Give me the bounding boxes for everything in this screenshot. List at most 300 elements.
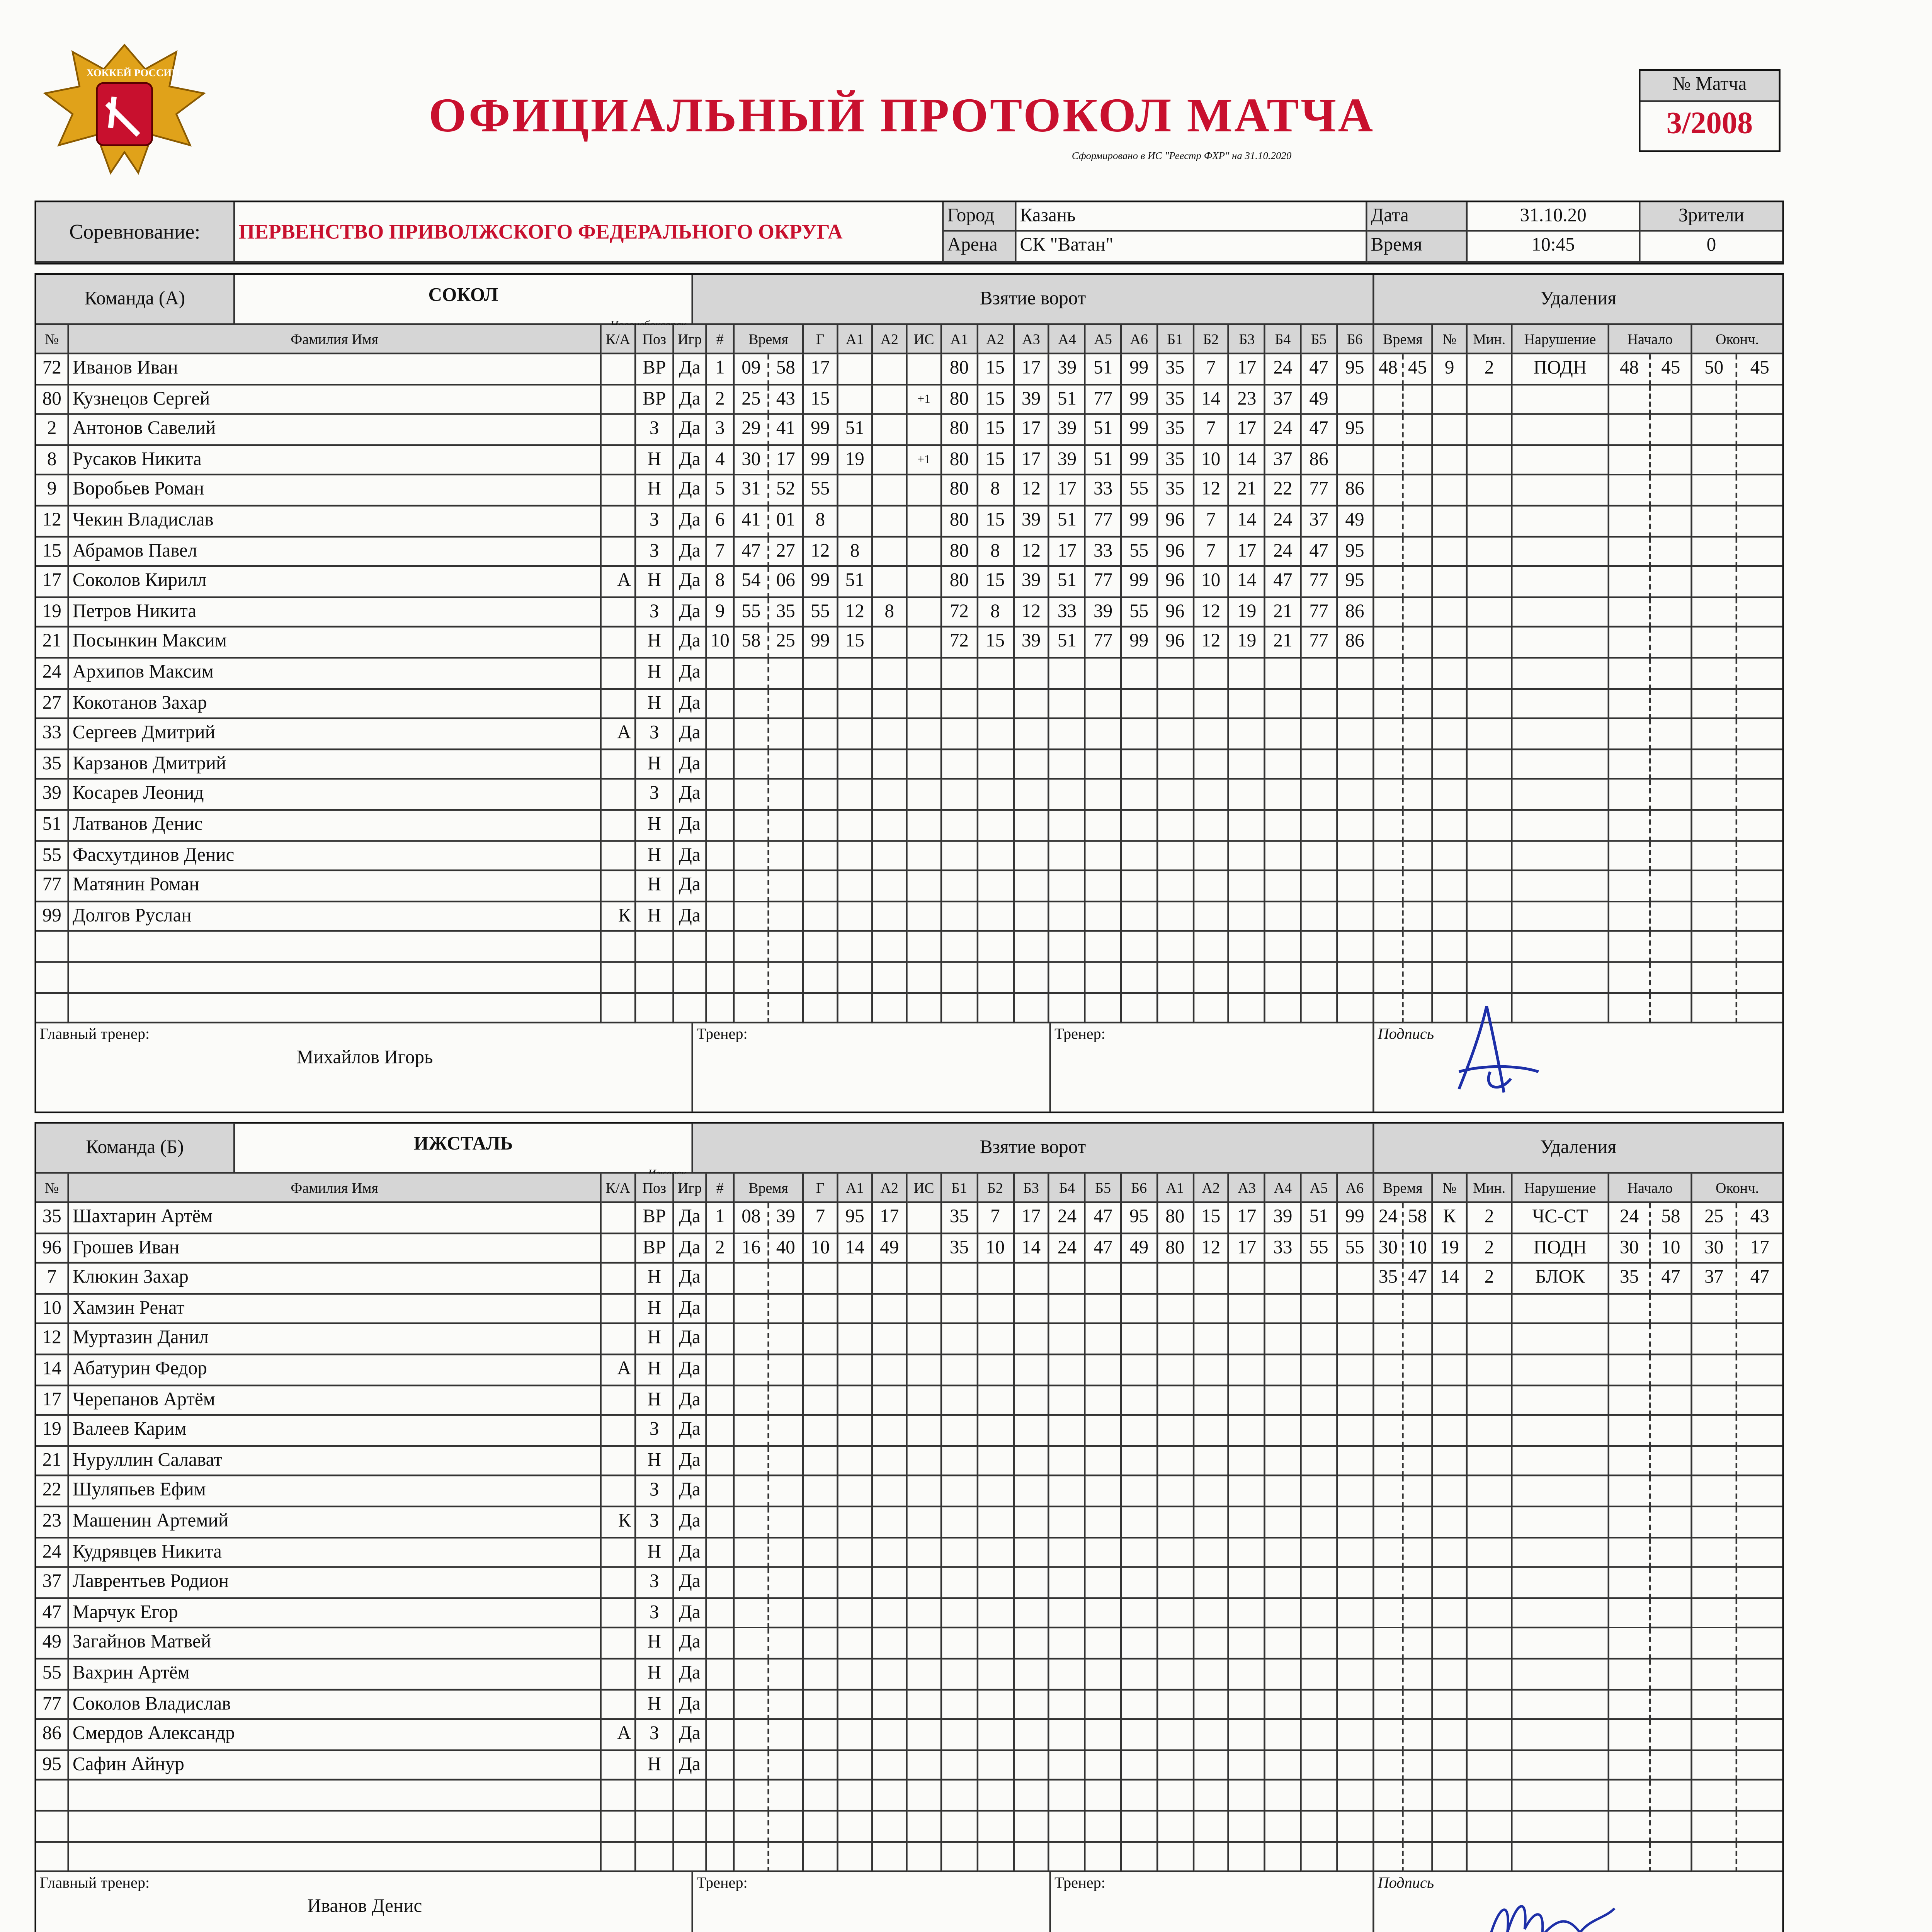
goal-onice-player [1266, 1264, 1302, 1294]
player-played: Да [674, 658, 707, 689]
goal-onice-player [1230, 1781, 1266, 1812]
goal-number [707, 1568, 735, 1599]
player-role [602, 1203, 636, 1234]
goal-onice-player [1302, 993, 1338, 1024]
penalty-minute [1374, 598, 1404, 628]
goal-onice-player: 86 [1338, 476, 1374, 507]
goal-scorer [804, 1720, 838, 1751]
goal-minute: 47 [735, 537, 769, 568]
goal-number [707, 1386, 735, 1416]
goal-onice-player [1338, 902, 1374, 932]
penalty-second [1404, 1660, 1433, 1690]
penalty-end-second [1737, 902, 1782, 932]
goal-onice-player [1086, 902, 1122, 932]
player-name: Нуруллин Салават [69, 1447, 602, 1477]
goal-onice-player [1158, 1294, 1194, 1325]
player-played: Да [674, 1538, 707, 1568]
col-goal-time: Время [735, 325, 804, 354]
penalty-start-second [1651, 1599, 1692, 1629]
goal-assist2 [873, 963, 907, 993]
goal-onice-player [1338, 1811, 1374, 1842]
goal-onice-player [1014, 719, 1050, 750]
goal-onice-player: 80 [942, 415, 978, 446]
goal-onice-player [1014, 658, 1050, 689]
goal-minute: 16 [735, 1233, 769, 1264]
team-name: СОКОЛ [235, 275, 693, 325]
goal-onice-player: 55 [1122, 537, 1158, 568]
goal-situation [908, 628, 942, 659]
goal-scorer [804, 1690, 838, 1720]
goal-onice-player [1302, 1751, 1338, 1781]
player-number [36, 1781, 69, 1812]
goal-onice-player [1050, 902, 1086, 932]
goal-onice-player [1050, 689, 1086, 719]
player-name [69, 993, 602, 1024]
penalty-violation [1512, 932, 1609, 963]
penalty-player [1433, 841, 1468, 872]
penalty-player [1433, 689, 1468, 719]
goal-number [707, 1325, 735, 1355]
goal-onice-player [1266, 841, 1302, 872]
goal-minute: 41 [735, 507, 769, 537]
penalty-end-second [1737, 1507, 1782, 1538]
goal-scorer: 55 [804, 598, 838, 628]
penalty-second [1404, 902, 1433, 932]
penalty-violation [1512, 872, 1609, 902]
goal-onice-player [1050, 1416, 1086, 1447]
penalty-second [1404, 415, 1433, 446]
goal-onice-player: 12 [1014, 537, 1050, 568]
goal-onice-player [1230, 1842, 1266, 1872]
penalty-minute [1374, 1811, 1404, 1842]
penalty-minutes [1468, 719, 1512, 750]
goal-onice-player: 37 [1266, 385, 1302, 415]
penalty-second [1404, 537, 1433, 568]
player-position: Н [636, 1325, 674, 1355]
goal-onice-player [1338, 811, 1374, 841]
player-role: К [602, 1507, 636, 1538]
goal-onice-player [1014, 1781, 1050, 1812]
player-position: Н [636, 1355, 674, 1386]
col-onice: А5 [1086, 325, 1122, 354]
goal-minute: 58 [735, 628, 769, 659]
goal-scorer [804, 1447, 838, 1477]
goal-onice-player: 55 [1122, 598, 1158, 628]
goal-onice-player [1158, 1690, 1194, 1720]
player-played: Да [674, 415, 707, 446]
penalty-end-second: 47 [1737, 1264, 1782, 1294]
col-goal-num: # [707, 325, 735, 354]
goal-onice-player [1194, 1355, 1230, 1386]
goal-onice-player [1194, 1477, 1230, 1507]
penalty-player [1433, 1720, 1468, 1751]
player-name: Вахрин Артём [69, 1660, 602, 1690]
player-role [602, 1538, 636, 1568]
penalty-player [1433, 1842, 1468, 1872]
penalty-start-second: 58 [1651, 1203, 1692, 1234]
penalty-player [1433, 1507, 1468, 1538]
player-position: З [636, 1477, 674, 1507]
goal-second [769, 1811, 804, 1842]
goal-onice-player [942, 963, 978, 993]
goal-second [769, 1629, 804, 1660]
goal-onice-player [1050, 1599, 1086, 1629]
goal-assist2 [873, 476, 907, 507]
goal-onice-player [1230, 902, 1266, 932]
goal-minute: 55 [735, 598, 769, 628]
goal-onice-player [1086, 1751, 1122, 1781]
penalty-minute [1374, 537, 1404, 568]
penalty-start-minute [1609, 1599, 1651, 1629]
penalty-start-second [1651, 750, 1692, 781]
player-played: Да [674, 1629, 707, 1660]
coach-1-label: Тренер: [693, 1024, 1051, 1111]
goal-onice-player [1194, 1811, 1230, 1842]
goal-onice-player: 14 [1230, 507, 1266, 537]
goal-situation [908, 780, 942, 811]
penalty-second [1404, 811, 1433, 841]
penalty-end-minute [1692, 1294, 1737, 1325]
head-coach-name: Иванов Денис [307, 1896, 422, 1918]
goal-scorer [804, 1507, 838, 1538]
penalty-second: 58 [1404, 1203, 1433, 1234]
penalty-end-second [1737, 811, 1782, 841]
goal-onice-player [1194, 993, 1230, 1024]
goal-second [769, 1842, 804, 1872]
goal-second [769, 1416, 804, 1447]
penalty-player [1433, 1811, 1468, 1842]
penalty-violation [1512, 1781, 1609, 1812]
goal-onice-player [1014, 841, 1050, 872]
goal-onice-player [1122, 719, 1158, 750]
goal-onice-player [1050, 1264, 1086, 1294]
goal-scorer: 7 [804, 1203, 838, 1234]
penalty-minutes [1468, 932, 1512, 963]
goal-second [769, 1264, 804, 1294]
goal-onice-player: 80 [942, 354, 978, 385]
goal-onice-player: 35 [1158, 415, 1194, 446]
col-ka: К/А [602, 325, 636, 354]
player-role [602, 476, 636, 507]
goal-onice-player [1230, 1386, 1266, 1416]
penalty-violation [1512, 1660, 1609, 1690]
penalty-minutes [1468, 658, 1512, 689]
goal-onice-player [1122, 1538, 1158, 1568]
goal-onice-player [1122, 1325, 1158, 1355]
goal-assist1 [838, 1720, 873, 1751]
penalty-minute [1374, 476, 1404, 507]
goal-onice-player [1194, 841, 1230, 872]
penalty-start-minute [1609, 1811, 1651, 1842]
player-position: З [636, 507, 674, 537]
goal-onice-player [1050, 811, 1086, 841]
generated-note: Сформировано в ИС "Реестр ФХР" на 31.10.2020 [1071, 152, 1292, 163]
col-onice: Б2 [978, 1174, 1014, 1203]
player-number: 12 [36, 1325, 69, 1355]
goal-onice-player [978, 1386, 1014, 1416]
goal-onice-player: 99 [1122, 567, 1158, 598]
goal-onice-player [1230, 1568, 1266, 1599]
time-label: Время [1367, 231, 1468, 263]
penalty-minute: 24 [1374, 1203, 1404, 1234]
penalty-minutes [1468, 537, 1512, 568]
goal-minute [735, 872, 769, 902]
penalty-violation [1512, 1325, 1609, 1355]
goal-onice-player [1158, 1538, 1194, 1568]
goal-onice-player [1122, 1416, 1158, 1447]
player-played: Да [674, 567, 707, 598]
player-name: Фасхутдинов Денис [69, 841, 602, 872]
goal-onice-player [1050, 1477, 1086, 1507]
goal-assist2 [873, 932, 907, 963]
penalty-end-second [1737, 446, 1782, 476]
goal-minute [735, 1811, 769, 1842]
player-role: А [602, 719, 636, 750]
player-played: Да [674, 1447, 707, 1477]
goal-assist1 [838, 1660, 873, 1690]
goal-number [707, 1507, 735, 1538]
player-name: Кудрявцев Никита [69, 1538, 602, 1568]
goal-onice-player [1338, 385, 1374, 415]
goal-onice-player: 24 [1266, 537, 1302, 568]
player-name: Абатурин Федор [69, 1355, 602, 1386]
goal-onice-player [978, 872, 1014, 902]
player-role [602, 1447, 636, 1477]
penalty-minute [1374, 963, 1404, 993]
goal-onice-player [1338, 1751, 1374, 1781]
goal-onice-player [1014, 811, 1050, 841]
goal-situation [908, 1507, 942, 1538]
goal-onice-player: 35 [1158, 476, 1194, 507]
goal-onice-player [1230, 1264, 1266, 1294]
col-name: Фамилия Имя [69, 325, 602, 354]
goal-second [769, 963, 804, 993]
goal-onice-player [1338, 1386, 1374, 1416]
goal-minute [735, 1751, 769, 1781]
player-role [602, 1416, 636, 1447]
goal-situation [908, 1203, 942, 1234]
goal-assist1 [838, 1325, 873, 1355]
goal-onice-player [978, 1629, 1014, 1660]
penalty-minute [1374, 932, 1404, 963]
goal-second: 25 [769, 628, 804, 659]
goal-second: 01 [769, 507, 804, 537]
goal-onice-player [1014, 1538, 1050, 1568]
goal-assist1 [838, 1842, 873, 1872]
goal-onice-player [1050, 1690, 1086, 1720]
goal-situation [908, 750, 942, 781]
goal-situation: +1 [908, 446, 942, 476]
goal-onice-player [1050, 1507, 1086, 1538]
goal-situation [908, 963, 942, 993]
goal-onice-player [942, 750, 978, 781]
penalty-second [1404, 1599, 1433, 1629]
goal-onice-player [1122, 1264, 1158, 1294]
goal-situation [908, 1294, 942, 1325]
goal-assist2 [873, 1447, 907, 1477]
team-a-section [34, 273, 1784, 1113]
col-onice: Б5 [1302, 325, 1338, 354]
goal-onice-player [1050, 1386, 1086, 1416]
goal-onice-player [1302, 1720, 1338, 1751]
goal-onice-player: 17 [1014, 415, 1050, 446]
goal-onice-player [1158, 811, 1194, 841]
goal-onice-player [1266, 1842, 1302, 1872]
goal-onice-player [1122, 1599, 1158, 1629]
penalty-end-second [1737, 780, 1782, 811]
goal-onice-player: 80 [942, 476, 978, 507]
goal-onice-player: 99 [1122, 354, 1158, 385]
goal-assist1 [838, 780, 873, 811]
penalty-minutes [1468, 1690, 1512, 1720]
player-position: Н [636, 1294, 674, 1325]
penalty-end-minute: 50 [1692, 354, 1737, 385]
goal-second [769, 750, 804, 781]
goal-onice-player: 55 [1122, 476, 1158, 507]
goal-onice-player: 99 [1338, 1203, 1374, 1234]
goal-onice-player: 99 [1122, 446, 1158, 476]
penalty-end-second [1737, 841, 1782, 872]
penalty-player [1433, 1599, 1468, 1629]
goal-onice-player [978, 1294, 1014, 1325]
penalty-minute [1374, 1720, 1404, 1751]
spectators: 0 [1641, 231, 1782, 263]
match-number: 3/2008 [1666, 105, 1753, 140]
penalty-start-minute [1609, 1751, 1651, 1781]
penalty-end-second [1737, 719, 1782, 750]
penalty-player: 9 [1433, 354, 1468, 385]
player-played [674, 963, 707, 993]
goal-situation [908, 658, 942, 689]
goal-assist2 [873, 780, 907, 811]
goal-onice-player [1122, 1751, 1158, 1781]
penalty-end-second [1737, 658, 1782, 689]
player-played: Да [674, 1751, 707, 1781]
goal-onice-player: 17 [1230, 1233, 1266, 1264]
goal-onice-player [1194, 689, 1230, 719]
penalty-end-minute [1692, 1660, 1737, 1690]
goal-onice-player [942, 1325, 978, 1355]
goal-onice-player [942, 1660, 978, 1690]
goal-onice-player: 86 [1302, 446, 1338, 476]
city: Казань [1017, 202, 1367, 231]
goal-onice-player: 24 [1266, 507, 1302, 537]
goal-assist2 [873, 567, 907, 598]
player-name: Матянин Роман [69, 872, 602, 902]
col-pen-time: Время [1374, 325, 1433, 354]
player-position: Н [636, 1629, 674, 1660]
goal-assist2 [873, 719, 907, 750]
goal-assist2 [873, 1751, 907, 1781]
match-number-label: № Матча [1641, 71, 1779, 102]
goal-onice-player [1302, 841, 1338, 872]
goal-onice-player [978, 1416, 1014, 1447]
goal-assist1 [838, 658, 873, 689]
goal-situation [908, 537, 942, 568]
penalty-end-minute [1692, 1386, 1737, 1416]
goal-onice-player [1014, 1842, 1050, 1872]
penalty-minute [1374, 1386, 1404, 1416]
goal-onice-player [978, 1811, 1014, 1842]
goal-onice-player: 24 [1050, 1233, 1086, 1264]
goal-second: 17 [769, 446, 804, 476]
penalty-end-minute [1692, 507, 1737, 537]
penalty-minutes [1468, 750, 1512, 781]
penalty-start-minute [1609, 385, 1651, 415]
goal-onice-player [1266, 932, 1302, 963]
goal-minute [735, 780, 769, 811]
col-pen-time: Время [1374, 1174, 1433, 1203]
goal-onice-player [1194, 1538, 1230, 1568]
col-onice: Б6 [1122, 1174, 1158, 1203]
goal-number: 2 [707, 385, 735, 415]
goal-onice-player [1338, 841, 1374, 872]
goal-second: 58 [769, 354, 804, 385]
penalty-end-second [1737, 1660, 1782, 1690]
col-pen-violation: Нарушение [1512, 1174, 1609, 1203]
penalty-start-minute [1609, 1355, 1651, 1386]
penalty-start-second [1651, 1629, 1692, 1660]
player-name: Шахтарин Артём [69, 1203, 602, 1234]
penalty-end-minute [1692, 719, 1737, 750]
player-played: Да [674, 1477, 707, 1507]
player-position: Н [636, 1538, 674, 1568]
goal-scorer [804, 1294, 838, 1325]
player-number: 55 [36, 841, 69, 872]
goal-onice-player [978, 780, 1014, 811]
player-played: Да [674, 354, 707, 385]
penalty-second [1404, 932, 1433, 963]
penalty-minutes [1468, 507, 1512, 537]
goal-minute [735, 841, 769, 872]
goal-onice-player [1014, 932, 1050, 963]
player-position: З [636, 780, 674, 811]
player-played: Да [674, 1660, 707, 1690]
goal-second [769, 1477, 804, 1507]
goal-minute: 54 [735, 567, 769, 598]
goal-onice-player: 39 [1014, 628, 1050, 659]
goal-situation [908, 1629, 942, 1660]
penalty-minute [1374, 1447, 1404, 1477]
penalty-minutes [1468, 872, 1512, 902]
goal-onice-player [1014, 750, 1050, 781]
player-played: Да [674, 1386, 707, 1416]
goal-onice-player: 12 [1014, 598, 1050, 628]
penalty-end-second [1737, 1842, 1782, 1872]
player-name [69, 932, 602, 963]
goal-number [707, 1751, 735, 1781]
goal-onice-player: 17 [1230, 537, 1266, 568]
goal-onice-player [1122, 750, 1158, 781]
goal-onice-player [1194, 1294, 1230, 1325]
goal-onice-player [942, 1447, 978, 1477]
goal-onice-player [942, 1568, 978, 1599]
goal-situation [908, 1447, 942, 1477]
goal-onice-player [1086, 1477, 1122, 1507]
goal-scorer [804, 689, 838, 719]
penalty-end-minute: 25 [1692, 1203, 1737, 1234]
goal-situation [908, 689, 942, 719]
goal-onice-player: 8 [978, 537, 1014, 568]
penalty-start-minute: 24 [1609, 1203, 1651, 1234]
goal-onice-player [1302, 1325, 1338, 1355]
goal-onice-player [1266, 872, 1302, 902]
goal-onice-player [1050, 1447, 1086, 1477]
goal-onice-player: 80 [942, 567, 978, 598]
goal-onice-player [1086, 1811, 1122, 1842]
goal-onice-player [1122, 658, 1158, 689]
penalty-end-minute [1692, 963, 1737, 993]
